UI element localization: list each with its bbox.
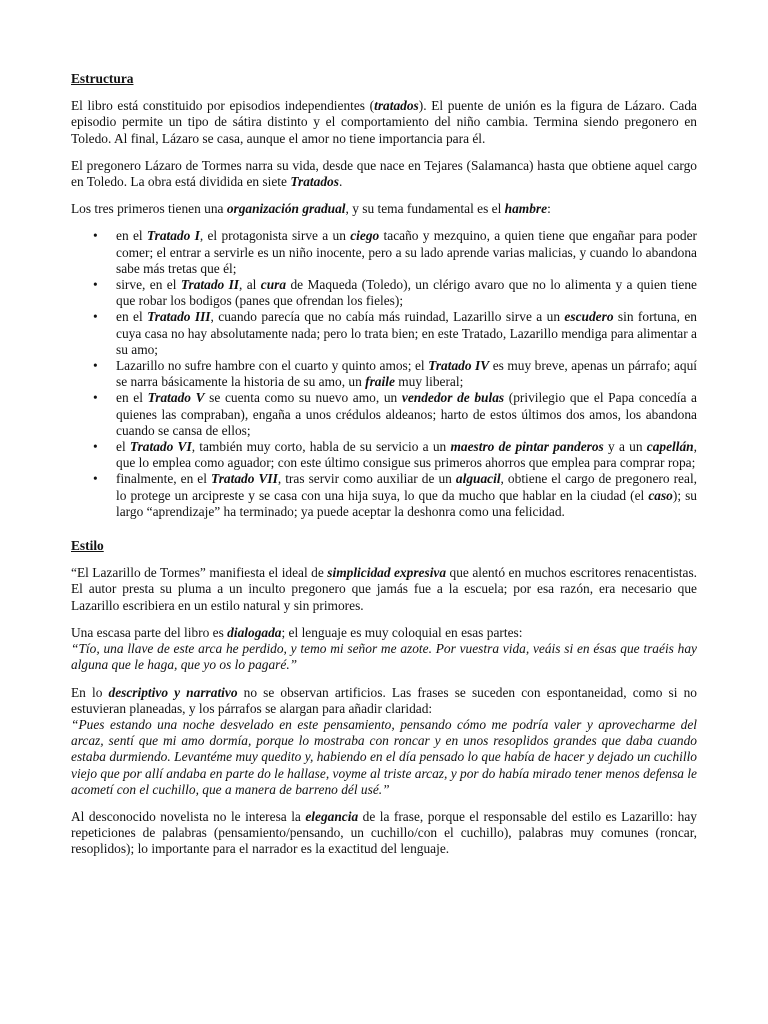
text-run: sin fortuna, en cuya casa no hay absolutamente nada; pero lo trata bien; en este Tratado, Lazarillo mendiga para alimentar a su amo;	[116, 309, 697, 357]
quote-llave	[71, 641, 697, 673]
text-run: en el	[116, 309, 148, 325]
text-run: ). El puente de unión es la figura de Lázaro. Cada episodio permite un tipo de sátira distinto y el comportamiento del niño cambia. Termina siendo pregonero en Toledo. Al final, Lázaro se casa, aunque el amor no tiene importancia para él.	[71, 98, 697, 146]
list-item-tratado-4	[71, 358, 697, 390]
text-run: Lazarillo no sufre hambre con el cuarto y quinto amos; el	[116, 358, 429, 374]
text-run: que alentó en muchos escritores renacentistas. El autor presta su pluma a un inculto pregonero que jamás fue a la escuela; por esa razón, era necesario que Lazarillo escribiera en un estilo natural y sin primores.	[71, 565, 698, 613]
text-run: El pregonero Lázaro de Tormes narra su vida, desde que nace en Tejares (Salamanca) hasta que obtiene aquel cargo en Toledo. La obra está dividida en siete	[71, 157, 697, 190]
heading-estilo: Estilo	[71, 538, 104, 554]
heading-estructura: Estructura	[71, 71, 134, 86]
quote-arcaz	[71, 717, 697, 798]
emphasis-term: elegancia	[305, 808, 359, 824]
text-run: El libro está constituido por episodios independientes (	[71, 98, 375, 114]
text-run: ; el lenguaje es muy coloquial en esas partes:	[281, 624, 523, 640]
paragraph-tres-primeros	[71, 201, 697, 217]
emphasis-term: hambre	[504, 201, 548, 217]
emphasis-term: descriptivo y narrativo	[108, 684, 238, 700]
text-run: , obtiene el cargo de pregonero real, lo protege un arcipreste y se casa con una hija suya, lo que da mucho que hablar en la ciudad (el	[116, 471, 698, 503]
emphasis-term: Tratado V	[147, 390, 205, 406]
text-run: de la frase, porque el responsable del estilo es Lazarillo: hay repeticiones de palabras (pensamiento/pensando, un cuchillo/con el cuchillo), palabras muy comunes (roncar, resoplidos); lo importante para el narrador es la exactitud del lenguaje.	[71, 808, 697, 857]
list-item-tratado-3	[71, 309, 697, 358]
paragraph-dialogada	[71, 625, 697, 674]
paragraph-episodios	[71, 98, 697, 147]
paragraph-pregonero	[71, 158, 697, 190]
section-estructura	[71, 71, 697, 520]
emphasis-term: Tratado VI	[129, 439, 192, 455]
text-run: “El Lazarillo de Tormes” manifiesta el ideal de	[71, 565, 328, 581]
dialogada-intro	[71, 625, 522, 640]
emphasis-term: fraile	[365, 374, 395, 390]
text-run: , cuando parecía que no cabía más ruindad, Lazarillo sirve a un	[210, 309, 565, 325]
list-item-tratado-7	[71, 471, 697, 520]
text-run: “	[71, 641, 79, 657]
quote-text: Pues estando una noche desvelado en este pensamiento, pensando cómo me podría valer y aprovecharme del arcaz, sentí que mi amo dormía, porque lo mostraba con roncar y en unos resoplidos grandes que daba cuando estaba durmiendo. Levantéme muy quedito y, habiendo en el día pensado lo que había de hacer y dejado un cuchillo viejo que por allí andaba en parte do le hallase, voyme al triste arcaz, y por do había mirado tener menos defensa le acometí con el cuchillo, que a manera de barreno dél usé.”	[71, 716, 697, 797]
list-item-tratado-2	[71, 277, 697, 309]
text-run: “	[71, 716, 79, 732]
text-run: .	[338, 174, 343, 190]
emphasis-term: simplicidad expresiva	[327, 565, 447, 581]
emphasis-term: vendedor de bulas	[401, 390, 505, 406]
descriptivo-intro	[71, 685, 697, 716]
text-run: en el	[116, 390, 148, 406]
emphasis-term: maestro de pintar panderos	[450, 439, 604, 455]
emphasis-term: capellán	[646, 439, 694, 455]
text-run: se cuenta como su nuevo amo, un	[204, 390, 402, 406]
text-run: tacaño y mezquino, a quien tiene que engañar para poder comer; el entrar a servirle es un niño inocente, pero a su lado aprende varias malicias, y cuando lo abandona sabe más tretas que él;	[116, 228, 698, 276]
text-run: de Maqueda (Toledo), un clérigo avaro que no lo alimenta y a quien tiene que robar los bodigos (panes que ofrendan los fieles);	[116, 277, 698, 309]
text-run: Una escasa parte del libro es	[71, 624, 228, 640]
paragraph-elegancia	[71, 809, 697, 858]
text-run: en el	[116, 228, 147, 244]
emphasis-term: ciego	[350, 228, 380, 244]
tratados-list	[71, 228, 697, 520]
emphasis-term: Tratado II	[180, 277, 240, 293]
text-run: finalmente, en el	[116, 471, 212, 487]
emphasis-term: Tratado I	[146, 228, 200, 244]
emphasis-term: cura	[260, 277, 287, 293]
emphasis-term: caso	[648, 487, 673, 503]
text-run: no se observan artificios. Las frases se suceden con espontaneidad, como si no estuvieran planeadas, y los párrafos se alargan para añadir claridad:	[71, 684, 697, 716]
paragraph-descriptivo	[71, 685, 697, 798]
emphasis-term: alguacil	[455, 471, 501, 487]
emphasis-term: Tratados	[290, 174, 339, 190]
paragraph-simplicidad	[71, 565, 697, 614]
text-run: es muy breve, apenas un párrafo; aquí se narra básicamente la historia de su amo, un	[116, 358, 697, 390]
text-run: Los tres primeros tienen una	[71, 201, 227, 217]
text-run: Al desconocido novelista no le interesa la	[71, 808, 306, 824]
list-item-tratado-6	[71, 439, 697, 471]
list-item-tratado-5	[71, 390, 697, 439]
emphasis-term: Tratado IV	[428, 358, 490, 374]
text-run: En lo	[71, 684, 109, 700]
text-run: , también muy corto, habla de su servicio a un	[191, 439, 451, 455]
emphasis-term: dialogada	[227, 624, 282, 640]
emphasis-term: tratados	[374, 98, 419, 114]
text-run: , que lo emplea como aguador; con este último consigue sus primeros ahorros que emplea para comprar ropa;	[116, 439, 697, 471]
text-run: :	[547, 201, 551, 217]
text-run: (privilegio que el Papa concedía a quienes las compraban), engaña a unos crédulos aldeanos; harto de estos últimos dos amos, los abandona cuando se cansa de ellos;	[116, 390, 697, 438]
text-run: sirve, en el	[116, 277, 181, 293]
emphasis-term: escudero	[564, 309, 614, 325]
text-run: el	[116, 439, 130, 455]
text-run: , tras servir como auxiliar de un	[277, 471, 456, 487]
text-run: , al	[239, 277, 261, 293]
emphasis-term: organización gradual	[226, 201, 346, 217]
text-run: muy liberal;	[394, 374, 464, 390]
text-run: , y su tema fundamental es el	[345, 201, 505, 217]
text-run: ); su largo “aprendizaje” ha terminado; ya puede aceptar la deshonra como una felicidad.	[116, 487, 697, 519]
text-run: , el protagonista sirve a un	[199, 228, 351, 244]
quote-text: Tío, una llave de este arca he perdido, y temo mi señor me azote. Por vuestra vida, veáis si en ésas que traéis hay alguna que le haga, que yo os lo pagaré.”	[71, 641, 697, 673]
text-run: y a un	[603, 439, 647, 455]
section-estilo	[71, 538, 697, 857]
list-item-tratado-1	[71, 228, 697, 277]
emphasis-term: Tratado III	[147, 309, 211, 325]
emphasis-term: Tratado VII	[211, 471, 278, 487]
